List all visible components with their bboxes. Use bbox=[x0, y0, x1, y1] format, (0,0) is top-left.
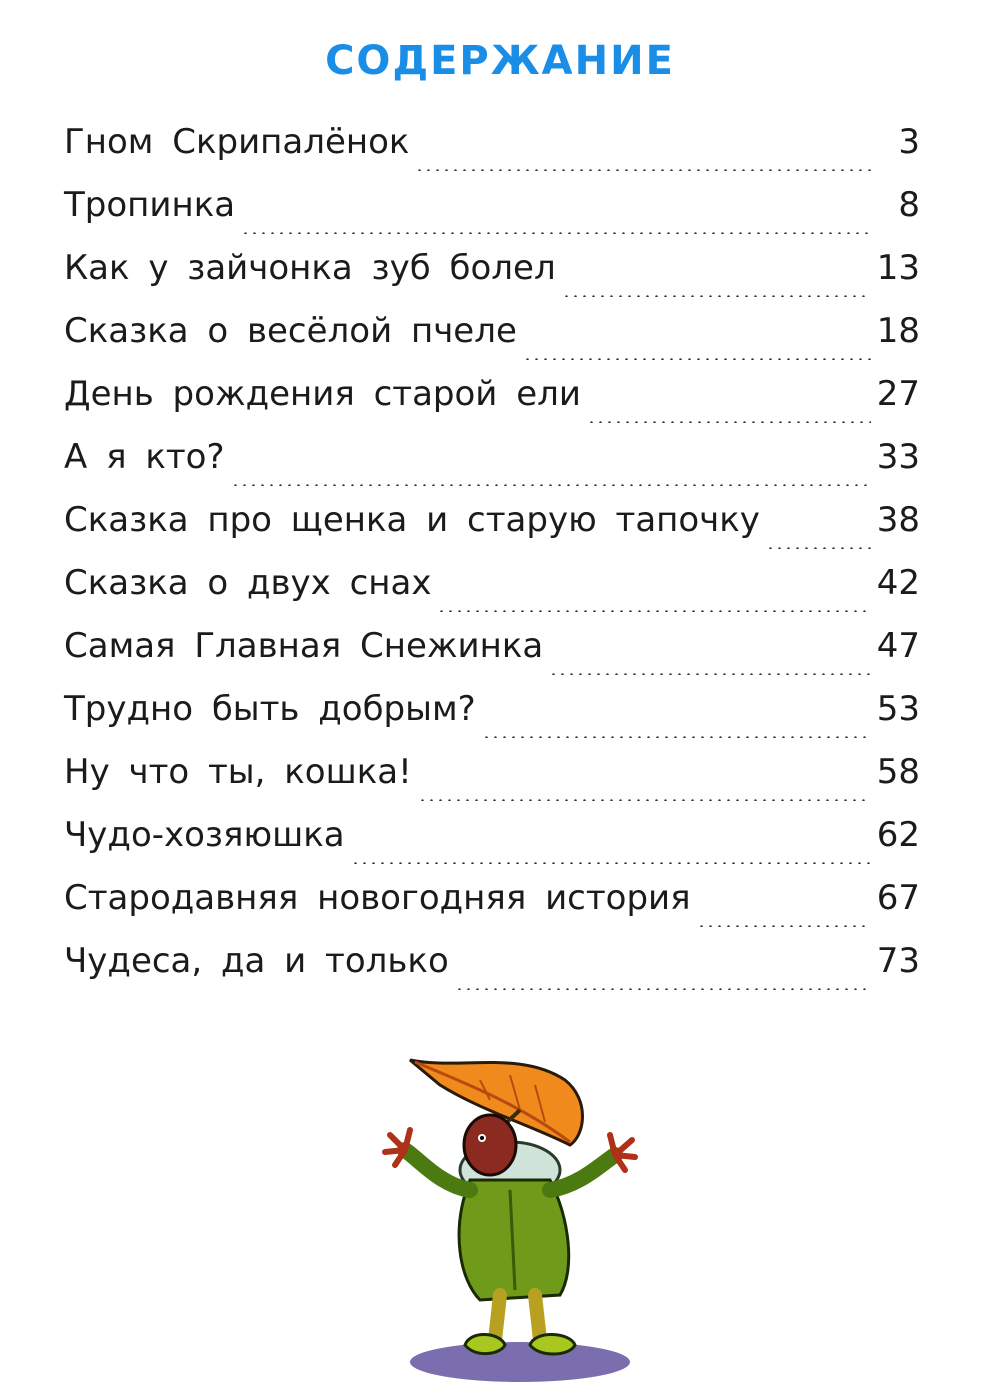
toc-entry[interactable] bbox=[64, 311, 920, 374]
toc-entry-page: 73 bbox=[876, 941, 920, 981]
dot-leader bbox=[241, 232, 874, 234]
toc-entry-title: Самая Главная Снежинка bbox=[64, 626, 544, 666]
dot-leader bbox=[697, 925, 871, 927]
toc-entry[interactable] bbox=[64, 248, 920, 311]
gnome-with-leaf-umbrella-illustration bbox=[370, 1040, 670, 1390]
toc-entry-page: 33 bbox=[876, 437, 920, 477]
toc-entry-page: 47 bbox=[876, 626, 920, 666]
dot-leader bbox=[587, 421, 871, 423]
toc-entry-page: 53 bbox=[876, 689, 920, 729]
dot-leader bbox=[455, 988, 871, 990]
left-shoe-shape bbox=[465, 1334, 505, 1353]
toc-entry-title: Тропинка bbox=[64, 185, 236, 225]
toc-entry-page: 42 bbox=[876, 563, 920, 603]
toc-entry-title: Сказка о весёлой пчеле bbox=[64, 311, 517, 351]
toc-entry-page: 58 bbox=[876, 752, 920, 792]
toc-entry[interactable] bbox=[64, 122, 920, 185]
dot-leader bbox=[415, 169, 874, 171]
toc-entry-page: 67 bbox=[876, 878, 920, 918]
toc-entry[interactable] bbox=[64, 689, 920, 752]
toc-entry-title: Чудо-хозяюшка bbox=[64, 815, 345, 855]
table-of-contents bbox=[64, 122, 920, 1004]
right-shoe-shape bbox=[530, 1334, 575, 1354]
toc-entry[interactable] bbox=[64, 626, 920, 689]
dot-leader bbox=[418, 799, 871, 801]
toc-entry[interactable] bbox=[64, 941, 920, 1004]
toc-entry[interactable] bbox=[64, 752, 920, 815]
toc-entry[interactable] bbox=[64, 815, 920, 878]
toc-entry[interactable] bbox=[64, 500, 920, 563]
dot-leader bbox=[437, 610, 870, 612]
dot-leader bbox=[766, 547, 871, 549]
dot-leader bbox=[523, 358, 871, 360]
toc-entry-title: Чудеса, да и только bbox=[64, 941, 449, 981]
toc-entry-title: Как у зайчонка зуб болел bbox=[64, 248, 556, 288]
dot-leader bbox=[549, 673, 871, 675]
toc-entry-title: Трудно быть добрым? bbox=[64, 689, 476, 729]
toc-entry[interactable] bbox=[64, 437, 920, 500]
toc-entry-page: 27 bbox=[876, 374, 920, 414]
shadow-shape bbox=[410, 1342, 630, 1382]
toc-entry[interactable] bbox=[64, 374, 920, 437]
dot-leader bbox=[231, 484, 871, 486]
toc-entry-title: Гном Скрипалёнок bbox=[64, 122, 410, 162]
toc-entry-page: 62 bbox=[876, 815, 920, 855]
dot-leader bbox=[351, 862, 871, 864]
toc-entry-title: День рождения старой ели bbox=[64, 374, 581, 414]
page-title: СОДЕРЖАНИЕ bbox=[325, 38, 675, 84]
legs-shape bbox=[495, 1295, 540, 1340]
head-shape bbox=[464, 1115, 516, 1175]
toc-entry-page: 3 bbox=[898, 122, 920, 162]
toc-entry[interactable] bbox=[64, 878, 920, 941]
toc-entry-page: 8 bbox=[898, 185, 920, 225]
dot-leader bbox=[482, 736, 871, 738]
toc-entry-title: Ну что ты, кошка! bbox=[64, 752, 412, 792]
toc-entry-title: Сказка про щенка и старую тапочку bbox=[64, 500, 760, 540]
toc-entry-page: 13 bbox=[876, 248, 920, 288]
toc-entry-page: 38 bbox=[876, 500, 920, 540]
toc-entry-page: 18 bbox=[876, 311, 920, 351]
toc-entry-title: А я кто? bbox=[64, 437, 225, 477]
toc-entry-title: Сказка о двух снах bbox=[64, 563, 432, 603]
toc-entry[interactable] bbox=[64, 563, 920, 626]
toc-entry[interactable] bbox=[64, 185, 920, 248]
toc-entry-title: Стародавняя новогодняя история bbox=[64, 878, 691, 918]
dot-leader bbox=[562, 295, 871, 297]
